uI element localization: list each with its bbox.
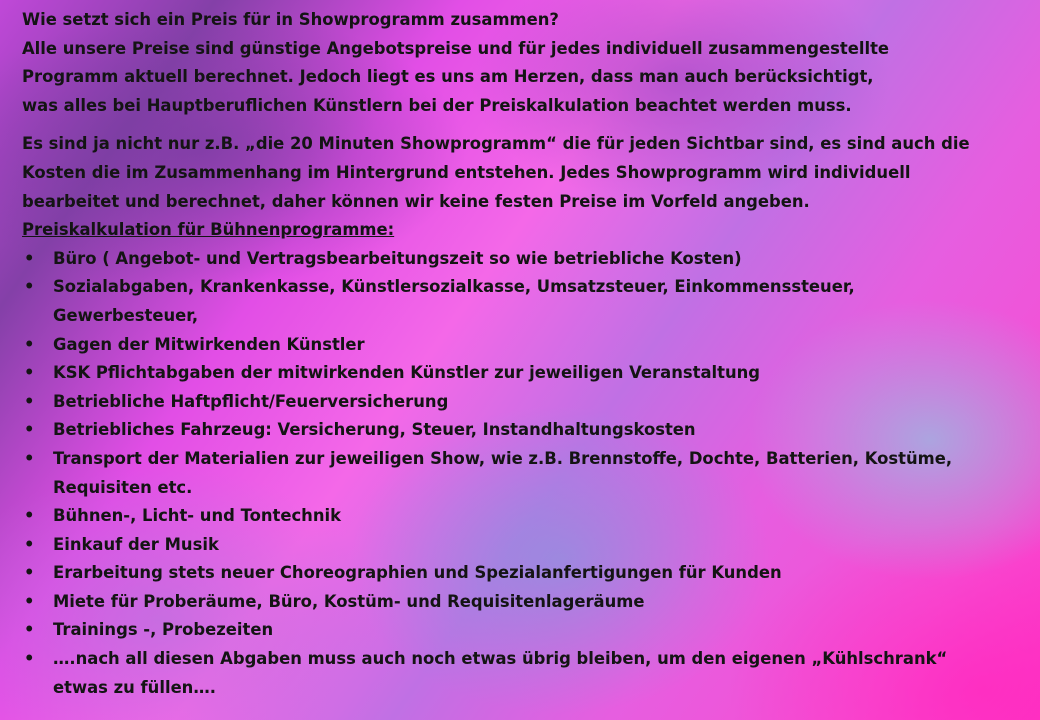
bullet-icon: • <box>24 277 35 297</box>
list-item-text: Trainings -, Probezeiten <box>53 620 274 640</box>
list-item <box>22 245 1034 274</box>
bullet-icon: • <box>24 363 35 383</box>
list-item <box>22 416 1034 445</box>
list-item-text: Transport der Materialien zur jeweiligen Show, wie z.B. Brennstoffe, Dochte, Batterien, Kostüme, <box>53 448 953 468</box>
list-item-text: Sozialabgaben, Krankenkasse, Künstlersozialkasse, Umsatzsteuer, Einkommenssteuer, <box>53 277 855 297</box>
list-item <box>22 531 1034 560</box>
bullet-icon: • <box>24 448 35 468</box>
intro-line: Alle unsere Preise sind günstige Angebotspreise und für jedes individuell zusammengestellte <box>22 38 890 58</box>
bullet-icon: • <box>24 591 35 611</box>
list-item <box>22 645 1034 702</box>
bullet-icon: • <box>24 506 35 526</box>
list-item <box>22 616 1034 645</box>
paragraph-line: Es sind ja nicht nur z.B. „die 20 Minuten Showprogramm“ die für jeden Sichtbar sind, es sind auch die <box>22 134 970 154</box>
list-item-text: Betriebliche Haftpflicht/Feuerversicherung <box>53 391 449 411</box>
list-item-text: Requisiten etc. <box>53 477 193 497</box>
list-item-text: Einkauf der Musik <box>53 534 219 554</box>
list-item-text: ….nach all diesen Abgaben muss auch noch etwas übrig bleiben, um den eigenen „Kühlschrank“ <box>53 649 948 669</box>
list-item <box>22 588 1034 617</box>
bullet-icon: • <box>24 620 35 640</box>
bullet-icon: • <box>24 649 35 669</box>
document-body <box>22 6 1034 702</box>
list-item-text: Büro ( Angebot- und Vertragsbearbeitungszeit so wie betriebliche Kosten) <box>53 248 742 268</box>
list-item <box>22 273 1034 330</box>
paragraph-line: Kosten die im Zusammenhang im Hintergrund entstehen. Jedes Showprogramm wird individuell <box>22 162 911 182</box>
intro-line: Programm aktuell berechnet. Jedoch liegt es uns am Herzen, dass man auch berücksichtigt, <box>22 67 874 87</box>
list-item-text: Betriebliches Fahrzeug: Versicherung, Steuer, Instandhaltungskosten <box>53 420 696 440</box>
bullet-icon: • <box>24 563 35 583</box>
bullet-icon: • <box>24 420 35 440</box>
cost-list <box>22 245 1034 703</box>
list-item <box>22 331 1034 360</box>
intro-title: Wie setzt sich ein Preis für in Showprogramm zusammen? <box>22 10 559 29</box>
list-item-text: Gewerbesteuer, <box>53 305 199 325</box>
list-item <box>22 388 1034 417</box>
bullet-icon: • <box>24 391 35 411</box>
list-item-text: Bühnen-, Licht- und Tontechnik <box>53 506 342 526</box>
list-item <box>22 559 1034 588</box>
bullet-icon: • <box>24 248 35 268</box>
list-item <box>22 502 1034 531</box>
list-item-text: Miete für Proberäume, Büro, Kostüm- und Requisitenlageräume <box>53 591 645 611</box>
list-item-text: Gagen der Mitwirkenden Künstler <box>53 334 365 354</box>
list-item-text: Erarbeitung stets neuer Choreographien und Spezialanfertigungen für Kunden <box>53 563 782 583</box>
intro-paragraph <box>22 6 1034 120</box>
list-item <box>22 359 1034 388</box>
list-item-text: etwas zu füllen…. <box>53 677 216 697</box>
section-heading: Preiskalkulation für Bühnenprogramme: <box>22 220 395 240</box>
bullet-icon: • <box>24 534 35 554</box>
bullet-icon: • <box>24 334 35 354</box>
list-item <box>22 445 1034 502</box>
intro-line: was alles bei Hauptberuflichen Künstlern bei der Preiskalkulation beachtet werden muss. <box>22 95 852 115</box>
list-item-text: KSK Pflichtabgaben der mitwirkenden Künstler zur jeweiligen Veranstaltung <box>53 363 761 383</box>
paragraph-line: bearbeitet und berechnet, daher können wir keine festen Preise im Vorfeld angeben. <box>22 191 810 211</box>
explanation-paragraph <box>22 130 1034 216</box>
